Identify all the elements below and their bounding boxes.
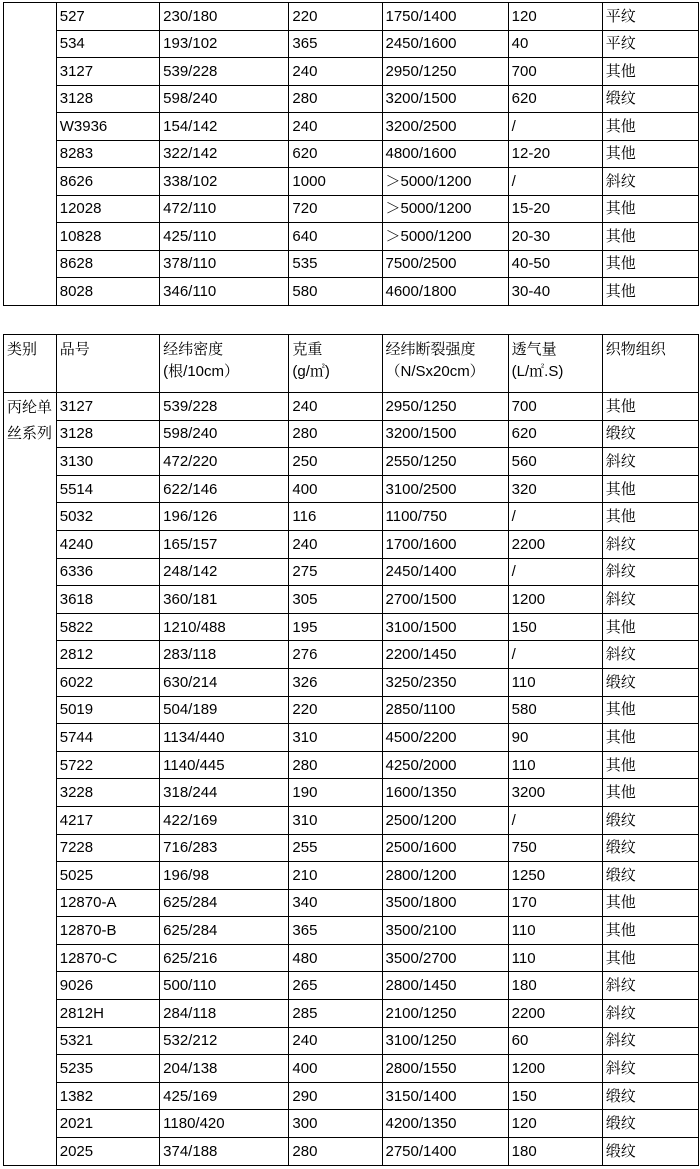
strength-cell: 1750/1400 xyxy=(382,3,508,31)
header-weight-label: 克重 xyxy=(292,341,323,358)
product-no-cell: 5025 xyxy=(56,862,159,890)
table-row xyxy=(4,1027,699,1055)
weight-cell: 580 xyxy=(289,278,382,306)
product-no-cell: 5019 xyxy=(56,696,159,724)
weight-cell: 365 xyxy=(289,917,382,945)
weight-cell: 195 xyxy=(289,613,382,641)
table-row xyxy=(4,448,699,476)
weave-cell: 其他 xyxy=(602,140,698,168)
strength-cell: 2950/1250 xyxy=(382,393,508,421)
product-no-cell: 8628 xyxy=(56,250,159,278)
strength-cell: 4200/1350 xyxy=(382,1110,508,1138)
table-row xyxy=(4,278,699,306)
density-cell: 165/157 xyxy=(160,530,289,558)
table-row xyxy=(4,393,699,421)
air-permeability-cell: / xyxy=(508,168,602,196)
weight-cell: 300 xyxy=(289,1110,382,1138)
weave-cell: 缎纹 xyxy=(602,1082,698,1110)
product-no-cell: 4240 xyxy=(56,530,159,558)
strength-cell: ＞5000/1200 xyxy=(382,223,508,251)
weave-cell: 其他 xyxy=(602,223,698,251)
strength-cell: 2450/1600 xyxy=(382,30,508,58)
density-cell: 425/169 xyxy=(160,1082,289,1110)
weave-cell: 其他 xyxy=(602,889,698,917)
strength-cell: 4250/2000 xyxy=(382,751,508,779)
strength-cell: 2550/1250 xyxy=(382,448,508,476)
weave-cell: 平纹 xyxy=(602,30,698,58)
table-row xyxy=(4,195,699,223)
density-cell: 539/228 xyxy=(160,58,289,86)
strength-cell: 1100/750 xyxy=(382,503,508,531)
product-no-cell: 5744 xyxy=(56,724,159,752)
weight-cell: 250 xyxy=(289,448,382,476)
weave-cell: 其他 xyxy=(602,393,698,421)
weight-cell: 1000 xyxy=(289,168,382,196)
density-cell: 193/102 xyxy=(160,30,289,58)
density-cell: 539/228 xyxy=(160,393,289,421)
air-permeability-cell: / xyxy=(508,113,602,141)
density-cell: 425/110 xyxy=(160,223,289,251)
polypropylene-monofilament-table xyxy=(3,334,699,1166)
air-permeability-cell: 60 xyxy=(508,1027,602,1055)
spec-table-continued xyxy=(3,2,699,306)
weight-cell: 535 xyxy=(289,250,382,278)
density-cell: 1210/488 xyxy=(160,613,289,641)
density-cell: 625/284 xyxy=(160,917,289,945)
density-cell: 360/181 xyxy=(160,586,289,614)
product-no-cell: 10828 xyxy=(56,223,159,251)
header-strength-label: 经纬断裂强度 xyxy=(385,341,476,358)
air-permeability-cell: 12-20 xyxy=(508,140,602,168)
product-no-cell: 12870-B xyxy=(56,917,159,945)
air-permeability-cell: 120 xyxy=(508,1110,602,1138)
header-air-permeability-label: 透气量 xyxy=(511,341,557,358)
strength-cell: 4800/1600 xyxy=(382,140,508,168)
table-row xyxy=(4,586,699,614)
product-no-cell: 12028 xyxy=(56,195,159,223)
strength-cell: 3500/2100 xyxy=(382,917,508,945)
weave-cell: 斜纹 xyxy=(602,530,698,558)
table-row xyxy=(4,3,699,31)
density-cell: 422/169 xyxy=(160,806,289,834)
table-row xyxy=(4,140,699,168)
air-permeability-cell: 180 xyxy=(508,1138,602,1166)
air-permeability-cell: / xyxy=(508,641,602,669)
weave-cell: 缎纹 xyxy=(602,420,698,448)
table-row xyxy=(4,168,699,196)
density-cell: 630/214 xyxy=(160,668,289,696)
density-cell: 500/110 xyxy=(160,972,289,1000)
density-cell: 1134/440 xyxy=(160,724,289,752)
header-weight xyxy=(289,335,382,393)
air-permeability-cell: 2200 xyxy=(508,530,602,558)
weight-cell: 240 xyxy=(289,1027,382,1055)
header-category-label: 类别 xyxy=(7,341,38,358)
air-permeability-cell: 700 xyxy=(508,58,602,86)
weave-cell: 其他 xyxy=(602,696,698,724)
strength-cell: 2500/1200 xyxy=(382,806,508,834)
product-no-cell: 534 xyxy=(56,30,159,58)
weight-cell: 116 xyxy=(289,503,382,531)
spec-table-continued-body xyxy=(4,3,699,306)
product-no-cell: 5032 xyxy=(56,503,159,531)
table-row xyxy=(4,1055,699,1083)
air-permeability-cell: 150 xyxy=(508,613,602,641)
header-strength xyxy=(382,335,508,393)
weave-cell: 其他 xyxy=(602,113,698,141)
weight-cell: 720 xyxy=(289,195,382,223)
strength-cell: 7500/2500 xyxy=(382,250,508,278)
category-cell: 丙纶单丝系列 xyxy=(4,393,57,1166)
table-row xyxy=(4,696,699,724)
air-permeability-cell: 580 xyxy=(508,696,602,724)
air-permeability-cell: 110 xyxy=(508,917,602,945)
weight-cell: 275 xyxy=(289,558,382,586)
product-no-cell: 8028 xyxy=(56,278,159,306)
density-cell: 230/180 xyxy=(160,3,289,31)
weight-cell: 190 xyxy=(289,779,382,807)
strength-cell: 3500/1800 xyxy=(382,889,508,917)
header-weave-label: 织物组织 xyxy=(605,341,666,358)
density-cell: 154/142 xyxy=(160,113,289,141)
header-weight-unit: (g/㎡) xyxy=(292,363,330,380)
weight-cell: 240 xyxy=(289,58,382,86)
weave-cell: 其他 xyxy=(602,250,698,278)
strength-cell: 2700/1500 xyxy=(382,586,508,614)
strength-cell: 2800/1200 xyxy=(382,862,508,890)
density-cell: 716/283 xyxy=(160,834,289,862)
air-permeability-cell: 3200 xyxy=(508,779,602,807)
density-cell: 283/118 xyxy=(160,641,289,669)
density-cell: 598/240 xyxy=(160,420,289,448)
table-row xyxy=(4,779,699,807)
weight-cell: 400 xyxy=(289,475,382,503)
air-permeability-cell: / xyxy=(508,806,602,834)
weave-cell: 缎纹 xyxy=(602,668,698,696)
air-permeability-cell: 150 xyxy=(508,1082,602,1110)
weave-cell: 其他 xyxy=(602,475,698,503)
table-row xyxy=(4,1110,699,1138)
weight-cell: 265 xyxy=(289,972,382,1000)
air-permeability-cell: 110 xyxy=(508,668,602,696)
strength-cell: 2750/1400 xyxy=(382,1138,508,1166)
product-no-cell: 5514 xyxy=(56,475,159,503)
weave-cell: 其他 xyxy=(602,751,698,779)
air-permeability-cell: 180 xyxy=(508,972,602,1000)
table-gap xyxy=(0,309,700,334)
table-row xyxy=(4,806,699,834)
density-cell: 625/284 xyxy=(160,889,289,917)
air-permeability-cell: 1200 xyxy=(508,586,602,614)
air-permeability-cell: 750 xyxy=(508,834,602,862)
strength-cell: 3100/1250 xyxy=(382,1027,508,1055)
weight-cell: 280 xyxy=(289,1138,382,1166)
density-cell: 248/142 xyxy=(160,558,289,586)
strength-cell: 3200/2500 xyxy=(382,113,508,141)
weave-cell: 斜纹 xyxy=(602,1000,698,1028)
header-product-no-label: 品号 xyxy=(59,341,90,358)
weight-cell: 255 xyxy=(289,834,382,862)
product-no-cell: 2025 xyxy=(56,1138,159,1166)
table-row xyxy=(4,668,699,696)
table-row xyxy=(4,30,699,58)
density-cell: 1180/420 xyxy=(160,1110,289,1138)
product-no-cell: 5235 xyxy=(56,1055,159,1083)
strength-cell: 3250/2350 xyxy=(382,668,508,696)
product-no-cell: 2021 xyxy=(56,1110,159,1138)
density-cell: 346/110 xyxy=(160,278,289,306)
product-no-cell: 12870-C xyxy=(56,944,159,972)
table-row xyxy=(4,558,699,586)
air-permeability-cell: 620 xyxy=(508,85,602,113)
strength-cell: 4500/2200 xyxy=(382,724,508,752)
weight-cell: 620 xyxy=(289,140,382,168)
density-cell: 284/118 xyxy=(160,1000,289,1028)
air-permeability-cell: 1250 xyxy=(508,862,602,890)
product-no-cell: 8283 xyxy=(56,140,159,168)
weave-cell: 斜纹 xyxy=(602,1027,698,1055)
weight-cell: 326 xyxy=(289,668,382,696)
density-cell: 196/126 xyxy=(160,503,289,531)
strength-cell: 2200/1450 xyxy=(382,641,508,669)
header-air-permeability xyxy=(508,335,602,393)
strength-cell: 3100/1500 xyxy=(382,613,508,641)
product-no-cell: 3618 xyxy=(56,586,159,614)
strength-cell: 2500/1600 xyxy=(382,834,508,862)
weave-cell: 缎纹 xyxy=(602,1110,698,1138)
air-permeability-cell: 15-20 xyxy=(508,195,602,223)
header-product-no xyxy=(56,335,159,393)
air-permeability-cell: 120 xyxy=(508,3,602,31)
density-cell: 472/110 xyxy=(160,195,289,223)
strength-cell: 2100/1250 xyxy=(382,1000,508,1028)
weight-cell: 310 xyxy=(289,724,382,752)
air-permeability-cell: 110 xyxy=(508,944,602,972)
table-row xyxy=(4,862,699,890)
table-header-row xyxy=(4,335,699,393)
density-cell: 204/138 xyxy=(160,1055,289,1083)
density-cell: 504/189 xyxy=(160,696,289,724)
weave-cell: 斜纹 xyxy=(602,641,698,669)
density-cell: 322/142 xyxy=(160,140,289,168)
product-no-cell: 3127 xyxy=(56,393,159,421)
weight-cell: 305 xyxy=(289,586,382,614)
product-no-cell: 12870-A xyxy=(56,889,159,917)
product-no-cell: 6336 xyxy=(56,558,159,586)
table-row xyxy=(4,944,699,972)
density-cell: 625/216 xyxy=(160,944,289,972)
weight-cell: 276 xyxy=(289,641,382,669)
weight-cell: 400 xyxy=(289,1055,382,1083)
product-no-cell: 3128 xyxy=(56,85,159,113)
product-no-cell: 5722 xyxy=(56,751,159,779)
weight-cell: 280 xyxy=(289,85,382,113)
weave-cell: 平纹 xyxy=(602,3,698,31)
density-cell: 374/188 xyxy=(160,1138,289,1166)
weave-cell: 缎纹 xyxy=(602,85,698,113)
weave-cell: 其他 xyxy=(602,613,698,641)
table-row xyxy=(4,530,699,558)
weave-cell: 斜纹 xyxy=(602,586,698,614)
product-no-cell: 8626 xyxy=(56,168,159,196)
density-cell: 338/102 xyxy=(160,168,289,196)
weight-cell: 240 xyxy=(289,393,382,421)
strength-cell: ＞5000/1200 xyxy=(382,168,508,196)
weight-cell: 280 xyxy=(289,751,382,779)
air-permeability-cell: 2200 xyxy=(508,1000,602,1028)
density-cell: 196/98 xyxy=(160,862,289,890)
density-cell: 472/220 xyxy=(160,448,289,476)
weight-cell: 220 xyxy=(289,696,382,724)
product-no-cell: 3127 xyxy=(56,58,159,86)
header-density-label: 经纬密度 xyxy=(163,341,224,358)
table-row xyxy=(4,613,699,641)
weave-cell: 其他 xyxy=(602,917,698,945)
air-permeability-cell: 170 xyxy=(508,889,602,917)
strength-cell: 2950/1250 xyxy=(382,58,508,86)
product-no-cell: 5822 xyxy=(56,613,159,641)
weave-cell: 斜纹 xyxy=(602,448,698,476)
table-row xyxy=(4,85,699,113)
weave-cell: 其他 xyxy=(602,944,698,972)
strength-cell: 2450/1400 xyxy=(382,558,508,586)
product-no-cell: 6022 xyxy=(56,668,159,696)
table-row xyxy=(4,641,699,669)
product-no-cell: 5321 xyxy=(56,1027,159,1055)
air-permeability-cell: 560 xyxy=(508,448,602,476)
table-row xyxy=(4,58,699,86)
air-permeability-cell: 320 xyxy=(508,475,602,503)
weave-cell: 缎纹 xyxy=(602,806,698,834)
table-row xyxy=(4,724,699,752)
air-permeability-cell: 90 xyxy=(508,724,602,752)
category-cell xyxy=(4,3,57,306)
strength-cell: 1700/1600 xyxy=(382,530,508,558)
table-row xyxy=(4,223,699,251)
table-row xyxy=(4,834,699,862)
strength-cell: 1600/1350 xyxy=(382,779,508,807)
product-no-cell: 3128 xyxy=(56,420,159,448)
table-row xyxy=(4,503,699,531)
weave-cell: 斜纹 xyxy=(602,1055,698,1083)
table-row xyxy=(4,420,699,448)
strength-cell: 4600/1800 xyxy=(382,278,508,306)
header-air-permeability-unit: (L/㎡.S) xyxy=(511,363,564,380)
product-no-cell: 1382 xyxy=(56,1082,159,1110)
density-cell: 1140/445 xyxy=(160,751,289,779)
weight-cell: 240 xyxy=(289,530,382,558)
table-row xyxy=(4,889,699,917)
weight-cell: 310 xyxy=(289,806,382,834)
table-row xyxy=(4,475,699,503)
product-no-cell: 9026 xyxy=(56,972,159,1000)
weave-cell: 其他 xyxy=(602,58,698,86)
weave-cell: 缎纹 xyxy=(602,862,698,890)
weave-cell: 斜纹 xyxy=(602,972,698,1000)
product-no-cell: 3228 xyxy=(56,779,159,807)
air-permeability-cell: 700 xyxy=(508,393,602,421)
header-category xyxy=(4,335,57,393)
product-no-cell: 2812H xyxy=(56,1000,159,1028)
header-density xyxy=(160,335,289,393)
product-no-cell: 4217 xyxy=(56,806,159,834)
table-row xyxy=(4,113,699,141)
air-permeability-cell: 40 xyxy=(508,30,602,58)
density-cell: 622/146 xyxy=(160,475,289,503)
weave-cell: 其他 xyxy=(602,779,698,807)
weave-cell: 缎纹 xyxy=(602,1138,698,1166)
strength-cell: 3100/2500 xyxy=(382,475,508,503)
density-cell: 598/240 xyxy=(160,85,289,113)
density-cell: 378/110 xyxy=(160,250,289,278)
weight-cell: 640 xyxy=(289,223,382,251)
weight-cell: 210 xyxy=(289,862,382,890)
density-cell: 318/244 xyxy=(160,779,289,807)
product-no-cell: 3130 xyxy=(56,448,159,476)
strength-cell: 3200/1500 xyxy=(382,85,508,113)
weave-cell: 缎纹 xyxy=(602,834,698,862)
air-permeability-cell: 1200 xyxy=(508,1055,602,1083)
product-no-cell: 7228 xyxy=(56,834,159,862)
weight-cell: 290 xyxy=(289,1082,382,1110)
table-row xyxy=(4,917,699,945)
table-row xyxy=(4,1138,699,1166)
strength-cell: 3150/1400 xyxy=(382,1082,508,1110)
weight-cell: 480 xyxy=(289,944,382,972)
polypropylene-monofilament-table-body xyxy=(4,393,699,1166)
header-density-unit: (根/10cm） xyxy=(163,363,239,380)
density-cell: 532/212 xyxy=(160,1027,289,1055)
product-no-cell: 2812 xyxy=(56,641,159,669)
product-no-cell: 527 xyxy=(56,3,159,31)
air-permeability-cell: 40-50 xyxy=(508,250,602,278)
weight-cell: 220 xyxy=(289,3,382,31)
table-row xyxy=(4,1000,699,1028)
weave-cell: 斜纹 xyxy=(602,558,698,586)
weight-cell: 340 xyxy=(289,889,382,917)
strength-cell: 2800/1450 xyxy=(382,972,508,1000)
table-row xyxy=(4,972,699,1000)
weave-cell: 其他 xyxy=(602,278,698,306)
weave-cell: 其他 xyxy=(602,195,698,223)
weave-cell: 斜纹 xyxy=(602,168,698,196)
strength-cell: 2850/1100 xyxy=(382,696,508,724)
air-permeability-cell: 620 xyxy=(508,420,602,448)
weight-cell: 280 xyxy=(289,420,382,448)
weight-cell: 240 xyxy=(289,113,382,141)
table-row xyxy=(4,1082,699,1110)
header-strength-unit: （N/Sx20cm） xyxy=(385,363,485,380)
table-row xyxy=(4,250,699,278)
air-permeability-cell: 110 xyxy=(508,751,602,779)
header-weave xyxy=(602,335,698,393)
air-permeability-cell: / xyxy=(508,558,602,586)
table-row xyxy=(4,751,699,779)
air-permeability-cell: / xyxy=(508,503,602,531)
strength-cell: ＞5000/1200 xyxy=(382,195,508,223)
weave-cell: 其他 xyxy=(602,503,698,531)
strength-cell: 2800/1550 xyxy=(382,1055,508,1083)
air-permeability-cell: 30-40 xyxy=(508,278,602,306)
strength-cell: 3200/1500 xyxy=(382,420,508,448)
weave-cell: 其他 xyxy=(602,724,698,752)
air-permeability-cell: 20-30 xyxy=(508,223,602,251)
product-no-cell: W3936 xyxy=(56,113,159,141)
strength-cell: 3500/2700 xyxy=(382,944,508,972)
weight-cell: 285 xyxy=(289,1000,382,1028)
weight-cell: 365 xyxy=(289,30,382,58)
